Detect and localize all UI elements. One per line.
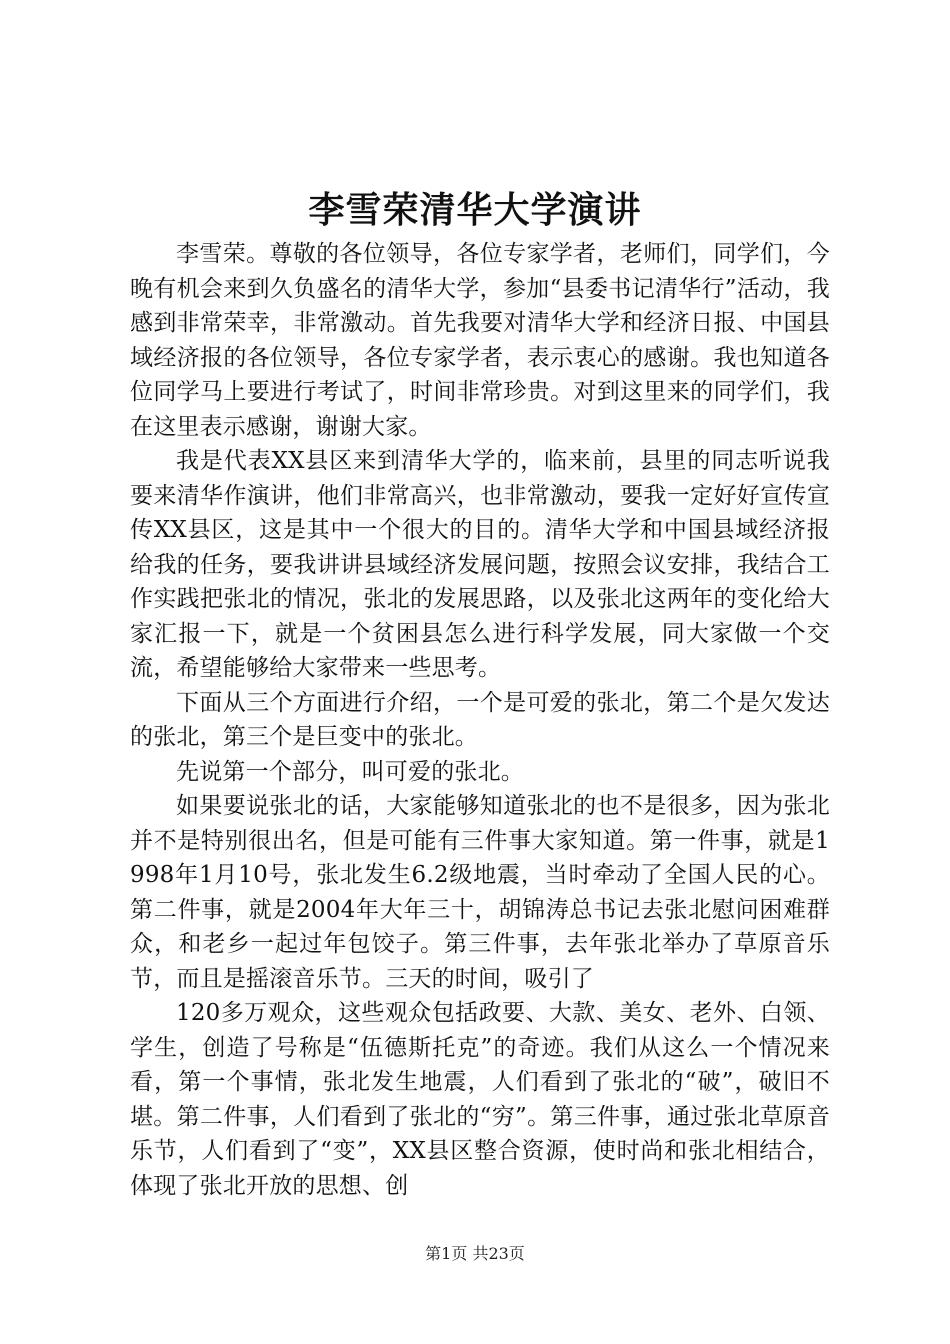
page-number-footer: 第1页 共23页 <box>425 1244 525 1263</box>
paragraph-music-festival: 120多万观众，这些观众包括政要、大款、美女、老外、白领、学生，创造了号称是“伍德斯托克”的奇迹。我们从这么一个情况来看，第一个事情，张北发生地震，人们看到了张北的“破”，破旧不堪。第二件事，人们看到了张北的“穷”。第三件事，通过张北草原音乐节，人们看到了“变”，XX县区整合资源，使时尚和张北相结合，体现了张北开放的思想、创 <box>130 1000 830 1199</box>
paragraph-part-one-heading: 先说第一个部分，叫可爱的张北。 <box>176 758 524 785</box>
paragraph-opening: 李雪荣。尊敬的各位领导，各位专家学者，老师们，同学们，今晚有机会来到久负盛名的清华大学，参加“县委书记清华行”活动，我感到非常荣幸，非常激动。首先我要对清华大学和经济日报、中国县域经济报的各位领导，各位专家学者，表示衷心的感谢。我也知道各位同学马上要进行考试了，时间非常珍贵。对到这里来的同学们，我在这里表示感谢，谢谢大家。 <box>130 241 830 440</box>
paragraph-representing-county: 我是代表XX县区来到清华大学的，临来前，县里的同志听说我要来清华作演讲，他们非常高兴，也非常激动，要我一定好好宣传宣传XX县区，这是其中一个很大的目的。清华大学和中国县域经济报给我的任务，要我讲讲县域经济发展问题，按照会议安排，我结合工作实践把张北的情况，张北的发展思路，以及张北这两年的变化给大家汇报一下，就是一个贫困县怎么进行科学发展，同大家做一个交流，希望能够给大家带来一些思考。 <box>130 448 830 681</box>
document-title: 李雪荣清华大学演讲 <box>308 189 642 231</box>
paragraph-three-events: 如果要说张北的话，大家能够知道张北的也不是很多，因为张北并不是特别很出名，但是可能有三件事大家知道。第一件事，就是1998年1月10号，张北发生6.2级地震，当时牵动了全国人民的心。第二件事，就是2004年大年三十，胡锦涛总书记去张北慰问困难群众，和老乡一起过年包饺子。第三件事，去年张北举办了草原音乐节，而且是摇滚音乐节。三天的时间，吸引了 <box>130 793 830 992</box>
document-body <box>130 237 830 1203</box>
paragraph-three-aspects: 下面从三个方面进行介绍，一个是可爱的张北，第二个是欠发达的张北，第三个是巨变中的张北。 <box>130 689 830 750</box>
